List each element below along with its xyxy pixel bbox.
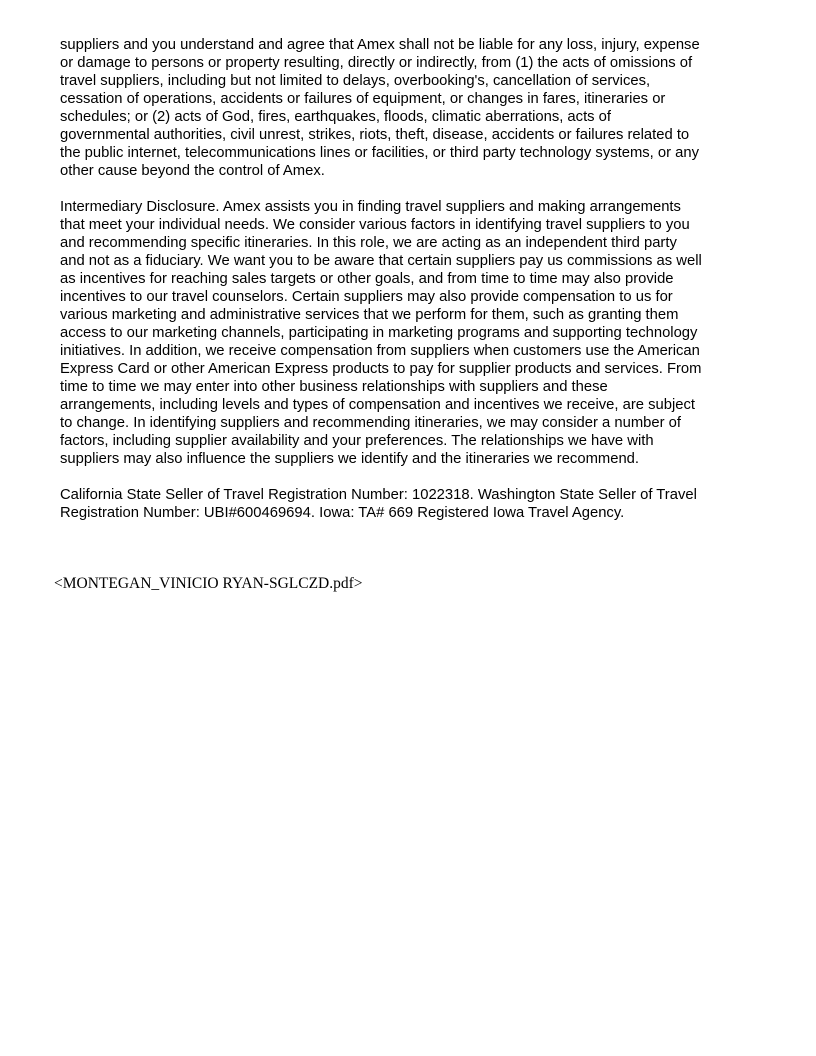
attachment-filename: <MONTEGAN_VINICIO RYAN-SGLCZD.pdf> [54,575,363,592]
liability-paragraph: suppliers and you understand and agree that Amex shall not be liable for any loss, injury, expense or damage to persons or property resulting, directly or indirectly, from (1) the acts of omissions of travel suppliers, including but not limited to delays, overbooking's, cancellation of services, cessation of operations, accidents or failures of equipment, or changes in fares, itineraries or schedules; or (2) acts of God, fires, earthquakes, floods, climatic aberrations, acts of governmental authorities, civil unrest, strikes, riots, theft, disease, accidents or failures related to the public internet, telecommunications lines or facilities, or third party technology systems, or any other cause beyond the control of Amex. [60,37,700,179]
intermediary-disclosure-paragraph: Intermediary Disclosure. Amex assists you in finding travel suppliers and making arrangements that meet your individual needs. We consider various factors in identifying travel suppliers to you and recommending specific itineraries. In this role, we are acting as an independent third party and not as a fiduciary. We want you to be aware that certain suppliers pay us commissions as well as incentives for reaching sales targets or other goals, and from time to time may also provide incentives to our travel counselors. Certain suppliers may also provide compensation to us for various marketing and administrative services that we perform for them, such as granting them access to our marketing channels, participating in marketing programs and supporting technology initiatives. In addition, we receive compensation from suppliers when customers use the American Express Card or other American Express products to pay for supplier products and services. From time to time we may enter into other business relationships with suppliers and these arrangements, including levels and types of compensation and incentives we receive, are subject to change. In identifying suppliers and recommending itineraries, we may consider a number of factors, including supplier availability and your preferences. The relationships we have with suppliers may also influence the suppliers we identify and the itineraries we recommend. [60,199,702,467]
registration-paragraph: California State Seller of Travel Registration Number: 1022318. Washington State Seller of Travel Registration Number: UBI#600469694. Iowa: TA# 669 Registered Iowa Travel Agency. [60,487,697,521]
